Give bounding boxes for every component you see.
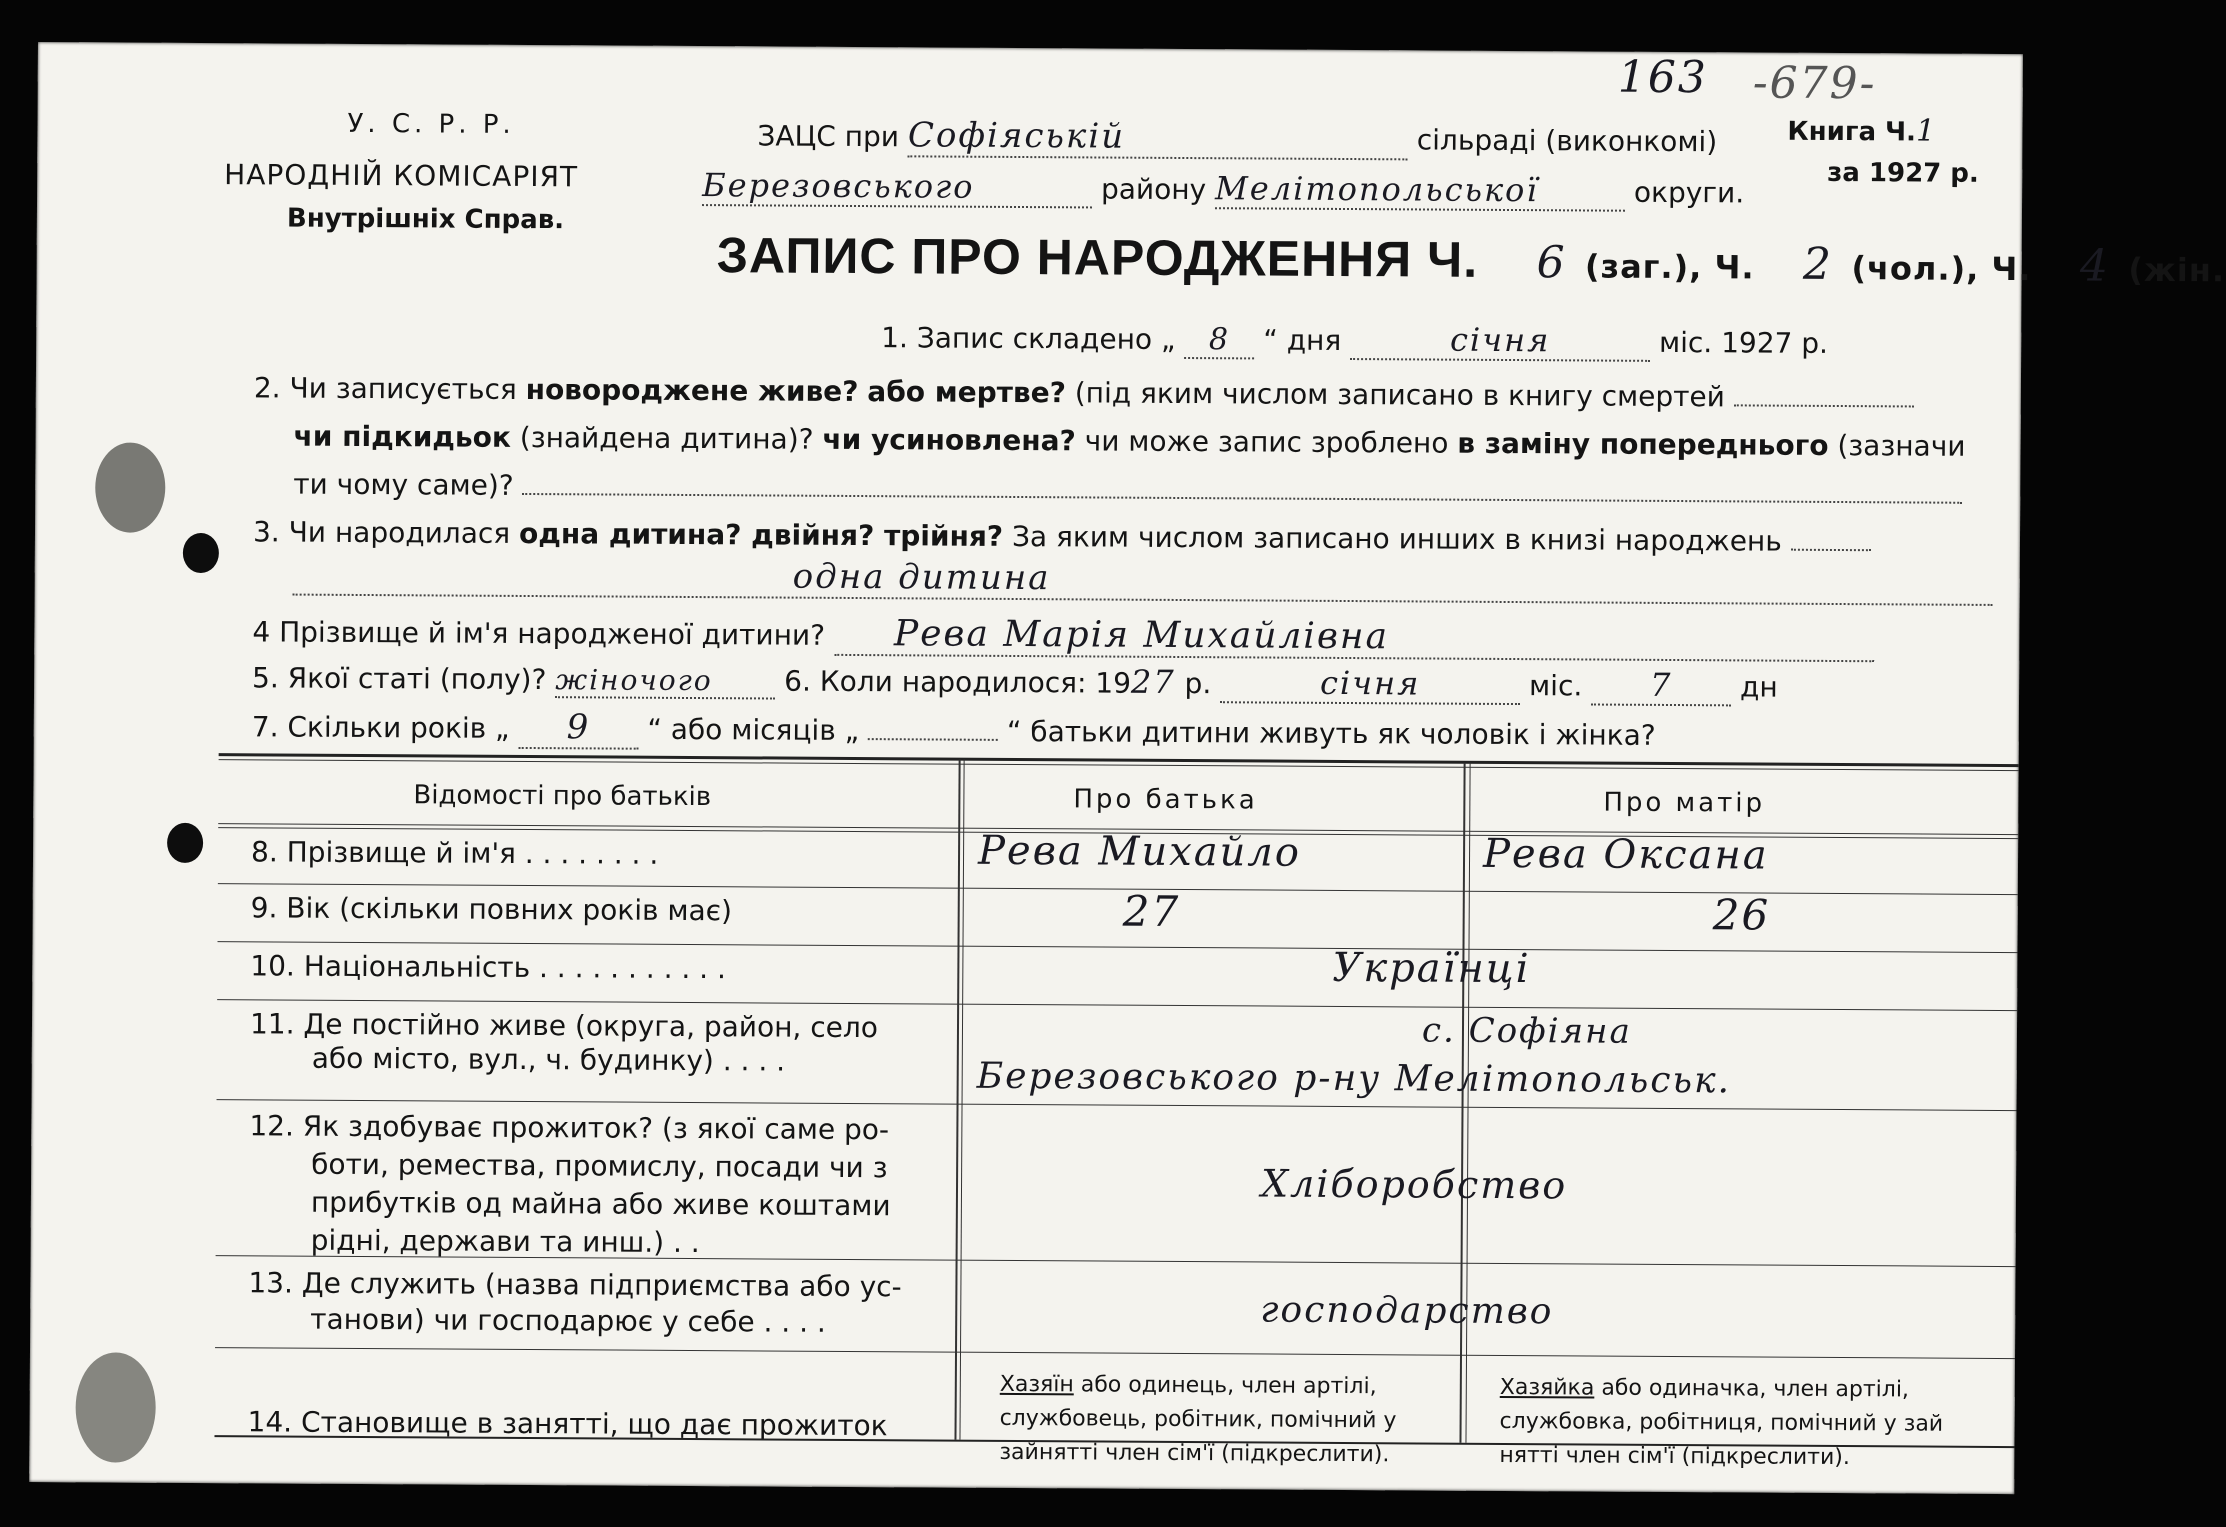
row-label: Де постійно живе (округа, район, село — [303, 1007, 879, 1045]
table-row-8-label — [251, 835, 658, 870]
q3-text: За яким числом записано инших в книзі народжень — [1011, 519, 1782, 558]
q7-text: “ батьки дитини живуть як чоловік і жінка? — [1006, 714, 1656, 752]
okrug-field: Мелітопольської — [1215, 169, 1625, 212]
q1-day: 8 — [1184, 322, 1254, 359]
row-label: Як здобуває прожиток? (з якої саме ро- — [302, 1109, 890, 1147]
q2-text: чи може запис зроблено — [1084, 424, 1449, 460]
q7-line — [252, 705, 1656, 756]
table-col-divider — [1465, 763, 1470, 1443]
female-number: 4 — [2079, 240, 2111, 292]
q1-day-label: “ дня — [1263, 323, 1342, 357]
q2-text: (знайдена дитина)? — [519, 420, 814, 456]
father-employment-options — [999, 1368, 1396, 1472]
q2-text: новороджене живе? — [525, 372, 859, 409]
row-label: Національність . . . . . . . . . . . — [303, 949, 727, 986]
row-label: боти, ремества, промислу, посади чи з — [311, 1147, 888, 1185]
q3-line1 — [253, 515, 1871, 558]
punch-hole — [167, 823, 203, 863]
village-suffix: сільраді (виконкомі) — [1416, 123, 1718, 159]
q6-label: 6. Коли народилося: 19 — [784, 664, 1132, 700]
q7-num: 7. — [251, 710, 279, 744]
q2-field — [1734, 404, 1914, 407]
q2-line3 — [293, 468, 1962, 511]
district-field: Березовського — [702, 166, 1092, 208]
father-age: 27 — [1122, 886, 1181, 936]
row-num: 8. — [250, 835, 278, 869]
row-num: 9. — [250, 891, 278, 925]
mother-employment-text: або одиначка, член артілі, — [1601, 1375, 1910, 1403]
q5-answer: жіночого — [555, 663, 775, 699]
q1-month: січня — [1350, 320, 1650, 362]
q1-label: 1. Запис складено „ — [881, 321, 1176, 356]
row-num: 11. — [249, 1007, 295, 1041]
male-label: (чол.), Ч. — [1851, 249, 2032, 289]
row-num: 12. — [249, 1109, 295, 1143]
father-employment-underlined: Хазяїн — [999, 1371, 1074, 1398]
table-col-divider — [959, 760, 964, 1440]
mother-employment-text: нятті член сім'ї (підкреслити). — [1499, 1442, 1850, 1471]
q2-text: (під яким числом записано в книгу смертей — [1074, 376, 1726, 414]
mother-employment-options — [1499, 1371, 1943, 1476]
row-num: 13. — [248, 1266, 294, 1300]
row-label: або місто, вул., ч. будинку) . . . . — [311, 1041, 786, 1078]
table-row-12-label — [249, 1107, 892, 1263]
table-row-9-label — [251, 891, 733, 927]
table-row-13-label — [248, 1265, 902, 1341]
q6-month: січня — [1220, 663, 1520, 705]
q2-text: ти чому саме)? — [293, 467, 514, 502]
q2-num: 2. — [253, 371, 281, 405]
mother-age: 26 — [1712, 890, 1771, 940]
zags-line — [757, 114, 1717, 162]
table-rule — [215, 1347, 2015, 1359]
q6-year: 27 — [1130, 662, 1176, 701]
q7-text: “ або місяців „ — [647, 712, 860, 748]
father-name: Рева Михайло — [977, 827, 1302, 876]
female-label: (жін. — [2128, 250, 2226, 290]
book-label — [1787, 113, 1937, 149]
q2-text: чи підкидьок — [293, 419, 512, 454]
col-header-mother: Про матір — [1603, 787, 1766, 819]
nationality: Українці — [1332, 944, 1531, 993]
table-row-11-label — [250, 1007, 878, 1079]
district-label: району — [1100, 172, 1207, 207]
q3-field — [1791, 549, 1871, 551]
header-usrr: У. С. Р. Р. — [347, 108, 515, 140]
q7-years: 9 — [518, 707, 638, 750]
workplace: господарство — [1260, 1289, 1554, 1333]
residence-village: с. Софіяна — [1421, 1010, 1632, 1052]
q7-text: Скільки років „ — [287, 710, 510, 745]
q6-day: 7 — [1591, 666, 1731, 707]
q2-text: в заміну попереднього — [1457, 426, 1829, 462]
residence-district: Березовського р-ну Мелітопольськ. — [976, 1055, 1732, 1102]
q1-line — [881, 317, 1828, 363]
occupation: Хліборобство — [1260, 1161, 1568, 1208]
okrug-label: округи. — [1633, 175, 1745, 210]
q2-text: (зазначи — [1837, 428, 1966, 463]
q3-num: 3. — [252, 515, 280, 549]
row-num: 10. — [250, 949, 295, 983]
q7-months — [868, 738, 998, 741]
q3-text: одна дитина? двійня? трійня? — [518, 516, 1004, 553]
row-label: Де служить (назва підприємства або ус- — [301, 1266, 902, 1304]
header-commissariat: НАРОДНІЙ КОМІСАРІЯТ — [224, 158, 579, 194]
village-field: Софіяській — [908, 115, 1408, 160]
q2-text: чи усиновлена? — [822, 422, 1076, 458]
q2-line2 — [293, 420, 1965, 463]
father-employment-text: службовець, робітник, помічний у — [999, 1405, 1397, 1434]
table-row-10-label — [250, 949, 726, 985]
mother-name: Рева Оксана — [1482, 830, 1769, 879]
row-label: рідні, держави та инш.) . . — [310, 1223, 700, 1260]
district-line — [702, 166, 1744, 212]
row-label: прибутків од майна або живе коштами — [310, 1185, 891, 1223]
row-label: Прізвище й ім'я . . . . . . . . — [286, 835, 659, 871]
punch-hole — [183, 533, 219, 573]
q4-answer: Рева Марія Михайлівна — [834, 613, 1874, 662]
q4-num: 4 — [252, 615, 271, 649]
q6-day-label: дн — [1740, 670, 1778, 704]
row-num: 14. — [247, 1405, 293, 1439]
record-number-handwritten: 163 — [1617, 51, 1708, 104]
father-employment-text: або одинець, член артілі, — [1080, 1372, 1377, 1400]
q2-text: або мертве? — [867, 375, 1066, 410]
q5-line — [252, 657, 1778, 706]
general-label: (заг.), Ч. — [1584, 247, 1755, 287]
row-label: Становище в занятті, що дає прожиток — [300, 1405, 888, 1443]
row-label: танови) чи господарює у себе . . . . — [310, 1302, 826, 1339]
header-internal-affairs: Внутрішніх Справ. — [286, 203, 565, 236]
q2-line1 — [254, 371, 1914, 414]
zags-label: ЗАЦС при — [757, 119, 900, 154]
page-title: ЗАПИС ПРО НАРОДЖЕННЯ Ч. — [716, 227, 1479, 288]
q3-answer: одна дитина — [293, 554, 1993, 606]
q4-label: Прізвище й ім'я народженої дитини? — [279, 615, 826, 652]
q5-num: 5. — [252, 661, 279, 695]
q2-text: Чи записується — [289, 371, 517, 406]
q3-text: Чи народилася — [288, 515, 511, 550]
mother-employment-underlined: Хазяйка — [1499, 1374, 1595, 1401]
stain — [75, 1352, 156, 1462]
table-rule — [216, 1255, 2016, 1267]
q1-month-label: міс. 1927 р. — [1658, 325, 1829, 360]
stain — [95, 442, 166, 532]
book-number: 1 — [1915, 113, 1938, 149]
q3-line2 — [293, 554, 1993, 606]
row-label: Вік (скільки повних років має) — [286, 891, 733, 928]
mother-employment-text: службовка, робітниця, помічний у зай — [1499, 1408, 1944, 1437]
title-line — [717, 226, 2226, 293]
q6-month-label: міс. — [1528, 669, 1583, 703]
year-label: за 1927 р. — [1827, 157, 1979, 189]
birth-record-form — [29, 42, 2226, 1494]
q6-year-label: р. — [1184, 667, 1212, 701]
q4-line — [252, 609, 1874, 662]
col-header-info: Відомості про батьків — [413, 780, 712, 813]
col-header-father: Про батька — [1073, 784, 1258, 816]
q2-field — [523, 493, 1963, 504]
general-number: 6 — [1536, 237, 1567, 289]
record-number-struck: -679- — [1752, 57, 1877, 110]
q5-label: Якої статі (полу)? — [287, 661, 547, 697]
male-number: 2 — [1802, 238, 1834, 290]
father-employment-text: зайнятті член сім'ї (підкреслити). — [999, 1439, 1390, 1468]
table-col-divider — [1459, 763, 1465, 1443]
book-label-text: Книга Ч. — [1787, 116, 1917, 148]
